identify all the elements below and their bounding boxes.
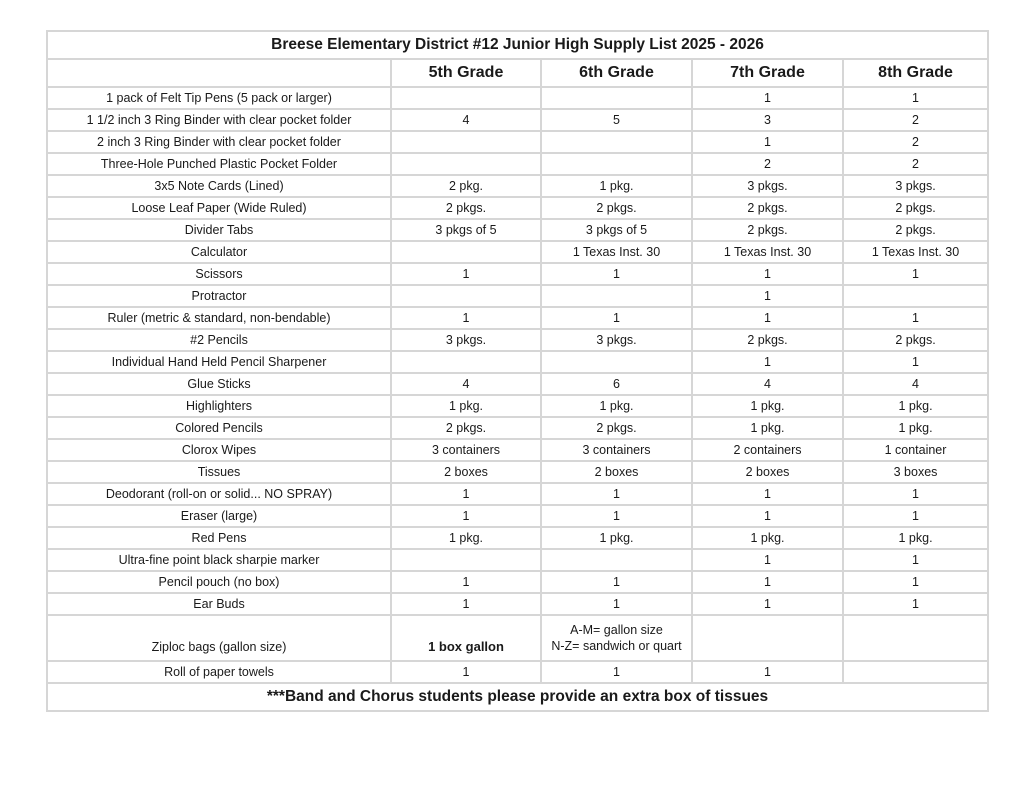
grade7-cell: 1	[692, 571, 843, 593]
footer-row	[47, 683, 988, 711]
item-name: Ultra-fine point black sharpie marker	[47, 549, 391, 571]
item-name: Red Pens	[47, 527, 391, 549]
grade7-cell: 2 pkgs.	[692, 329, 843, 351]
table-row	[47, 241, 988, 263]
grade8-cell: 1	[843, 593, 988, 615]
grade6-cell: 3 pkgs of 5	[541, 219, 692, 241]
grade7-cell: 1	[692, 549, 843, 571]
grade5-cell: 4	[391, 373, 541, 395]
grade7-cell: 1 pkg.	[692, 417, 843, 439]
item-name: #2 Pencils	[47, 329, 391, 351]
header-7th-grade: 7th Grade	[692, 59, 843, 87]
table-row	[47, 461, 988, 483]
grade5-cell: 1 pkg.	[391, 527, 541, 549]
grade6-cell: 1 pkg.	[541, 175, 692, 197]
item-name: Ziploc bags (gallon size)	[47, 615, 391, 661]
grade7-cell: 1	[692, 131, 843, 153]
grade7-cell: 4	[692, 373, 843, 395]
table-row	[47, 153, 988, 175]
table-row	[47, 505, 988, 527]
table-row	[47, 417, 988, 439]
grade5-cell: 3 containers	[391, 439, 541, 461]
item-name: Ear Buds	[47, 593, 391, 615]
header-8th-grade: 8th Grade	[843, 59, 988, 87]
table-row	[47, 351, 988, 373]
grade5-cell: 3 pkgs of 5	[391, 219, 541, 241]
grade6-line-2: N-Z= sandwich or quart	[551, 639, 682, 653]
grade8-cell: 1 Texas Inst. 30	[843, 241, 988, 263]
item-name: Loose Leaf Paper (Wide Ruled)	[47, 197, 391, 219]
grade5-cell: 1 pkg.	[391, 395, 541, 417]
grade8-cell: 1	[843, 549, 988, 571]
grade5-cell: 1	[391, 505, 541, 527]
grade6-cell: 6	[541, 373, 692, 395]
item-name: Divider Tabs	[47, 219, 391, 241]
header-row	[47, 59, 988, 87]
table-row	[47, 175, 988, 197]
grade5-cell: 1 box gallon	[391, 615, 541, 661]
table-row	[47, 571, 988, 593]
grade8-cell: 2	[843, 153, 988, 175]
item-name: Deodorant (roll-on or solid... NO SPRAY)	[47, 483, 391, 505]
grade7-cell: 2 pkgs.	[692, 197, 843, 219]
grade7-cell: 1	[692, 483, 843, 505]
table-row-paper-towels	[47, 661, 988, 683]
item-name: Eraser (large)	[47, 505, 391, 527]
grade8-cell: 1 container	[843, 439, 988, 461]
grade6-cell: 1	[541, 483, 692, 505]
grade8-cell: 2 pkgs.	[843, 219, 988, 241]
grade8-cell: 4	[843, 373, 988, 395]
item-name: Ruler (metric & standard, non-bendable)	[47, 307, 391, 329]
table-row-ziploc	[47, 615, 988, 661]
grade6-cell: 2 boxes	[541, 461, 692, 483]
grade7-cell: 1	[692, 285, 843, 307]
page-title: Breese Elementary District #12 Junior High Supply List 2025 - 2026	[47, 31, 988, 59]
item-name: Calculator	[47, 241, 391, 263]
grade8-cell: 2	[843, 131, 988, 153]
grade5-cell: 1	[391, 661, 541, 683]
grade6-cell: 2 pkgs.	[541, 197, 692, 219]
grade5-cell: 1	[391, 571, 541, 593]
grade6-cell	[541, 131, 692, 153]
table-row	[47, 197, 988, 219]
grade6-cell	[541, 549, 692, 571]
item-name: Three-Hole Punched Plastic Pocket Folder	[47, 153, 391, 175]
grade7-cell: 1	[692, 505, 843, 527]
grade5-cell	[391, 351, 541, 373]
grade6-cell	[541, 153, 692, 175]
grade6-cell	[541, 615, 692, 661]
grade6-cell	[541, 285, 692, 307]
grade6-cell: 1 pkg.	[541, 527, 692, 549]
table-row	[47, 395, 988, 417]
grade6-cell: 3 pkgs.	[541, 329, 692, 351]
item-name: Clorox Wipes	[47, 439, 391, 461]
grade5-cell: 2 boxes	[391, 461, 541, 483]
grade7-cell: 3	[692, 109, 843, 131]
grade8-cell: 1	[843, 263, 988, 285]
table-row	[47, 131, 988, 153]
grade5-cell: 1	[391, 263, 541, 285]
table-row	[47, 87, 988, 109]
grade7-cell: 1 pkg.	[692, 395, 843, 417]
grade7-cell	[692, 615, 843, 661]
item-name: Individual Hand Held Pencil Sharpener	[47, 351, 391, 373]
grade7-cell: 3 pkgs.	[692, 175, 843, 197]
grade7-cell: 1	[692, 307, 843, 329]
table-row	[47, 285, 988, 307]
grade7-cell: 2 containers	[692, 439, 843, 461]
grade7-cell: 1 Texas Inst. 30	[692, 241, 843, 263]
grade6-cell: 1	[541, 307, 692, 329]
item-name: 1 1/2 inch 3 Ring Binder with clear pocket folder	[47, 109, 391, 131]
grade7-cell: 2 boxes	[692, 461, 843, 483]
grade6-cell	[541, 351, 692, 373]
grade6-cell: 1	[541, 661, 692, 683]
grade7-cell: 1	[692, 661, 843, 683]
item-name: 3x5 Note Cards (Lined)	[47, 175, 391, 197]
table-row	[47, 527, 988, 549]
grade6-cell: 1	[541, 263, 692, 285]
grade7-cell: 1	[692, 593, 843, 615]
item-name: Scissors	[47, 263, 391, 285]
grade6-cell: 2 pkgs.	[541, 417, 692, 439]
grade8-cell: 3 boxes	[843, 461, 988, 483]
item-name: Roll of paper towels	[47, 661, 391, 683]
grade7-cell: 1 pkg.	[692, 527, 843, 549]
grade8-cell	[843, 615, 988, 661]
grade7-cell: 1	[692, 351, 843, 373]
grade8-cell: 1	[843, 505, 988, 527]
header-6th-grade: 6th Grade	[541, 59, 692, 87]
grade7-cell: 2 pkgs.	[692, 219, 843, 241]
grade5-cell	[391, 153, 541, 175]
grade5-cell	[391, 87, 541, 109]
item-name: Pencil pouch (no box)	[47, 571, 391, 593]
grade8-cell: 1 pkg.	[843, 395, 988, 417]
table-row	[47, 307, 988, 329]
table-row	[47, 373, 988, 395]
table-row	[47, 263, 988, 285]
title-row	[47, 31, 988, 59]
grade6-cell: 1	[541, 593, 692, 615]
grade5-cell	[391, 285, 541, 307]
grade5-cell	[391, 241, 541, 263]
header-5th-grade: 5th Grade	[391, 59, 541, 87]
grade5-cell: 2 pkg.	[391, 175, 541, 197]
grade8-cell: 1	[843, 351, 988, 373]
footer-note: ***Band and Chorus students please provide an extra box of tissues	[47, 683, 988, 711]
grade5-cell: 3 pkgs.	[391, 329, 541, 351]
grade8-cell: 2 pkgs.	[843, 197, 988, 219]
grade6-line-1: A-M= gallon size	[570, 623, 663, 637]
grade6-cell: 1 pkg.	[541, 395, 692, 417]
grade5-cell: 1	[391, 483, 541, 505]
grade8-cell	[843, 285, 988, 307]
item-name: 1 pack of Felt Tip Pens (5 pack or larger)	[47, 87, 391, 109]
grade6-cell	[541, 87, 692, 109]
item-name: Tissues	[47, 461, 391, 483]
table-row	[47, 593, 988, 615]
item-name: Highlighters	[47, 395, 391, 417]
grade8-cell	[843, 661, 988, 683]
item-name: Protractor	[47, 285, 391, 307]
table-row	[47, 549, 988, 571]
grade8-cell: 1 pkg.	[843, 417, 988, 439]
grade5-cell: 1	[391, 307, 541, 329]
grade8-cell: 1	[843, 571, 988, 593]
grade7-cell: 2	[692, 153, 843, 175]
header-item	[47, 59, 391, 87]
grade6-cell: 5	[541, 109, 692, 131]
grade8-cell: 1	[843, 307, 988, 329]
grade7-cell: 1	[692, 87, 843, 109]
grade5-cell: 2 pkgs.	[391, 417, 541, 439]
table-row	[47, 483, 988, 505]
table-row	[47, 109, 988, 131]
item-name: 2 inch 3 Ring Binder with clear pocket folder	[47, 131, 391, 153]
grade5-cell	[391, 131, 541, 153]
grade6-cell: 3 containers	[541, 439, 692, 461]
grade8-cell: 3 pkgs.	[843, 175, 988, 197]
grade8-cell: 1 pkg.	[843, 527, 988, 549]
grade6-cell: 1	[541, 505, 692, 527]
grade8-cell: 2 pkgs.	[843, 329, 988, 351]
grade8-cell: 1	[843, 87, 988, 109]
item-name: Colored Pencils	[47, 417, 391, 439]
supply-list-table	[46, 30, 989, 712]
table-row	[47, 439, 988, 461]
grade8-cell: 2	[843, 109, 988, 131]
grade6-cell: 1 Texas Inst. 30	[541, 241, 692, 263]
item-name: Glue Sticks	[47, 373, 391, 395]
grade5-cell: 4	[391, 109, 541, 131]
grade8-cell: 1	[843, 483, 988, 505]
grade6-cell: 1	[541, 571, 692, 593]
table-row	[47, 329, 988, 351]
grade7-cell: 1	[692, 263, 843, 285]
grade5-cell	[391, 549, 541, 571]
grade5-cell: 2 pkgs.	[391, 197, 541, 219]
table-row	[47, 219, 988, 241]
grade5-cell: 1	[391, 593, 541, 615]
